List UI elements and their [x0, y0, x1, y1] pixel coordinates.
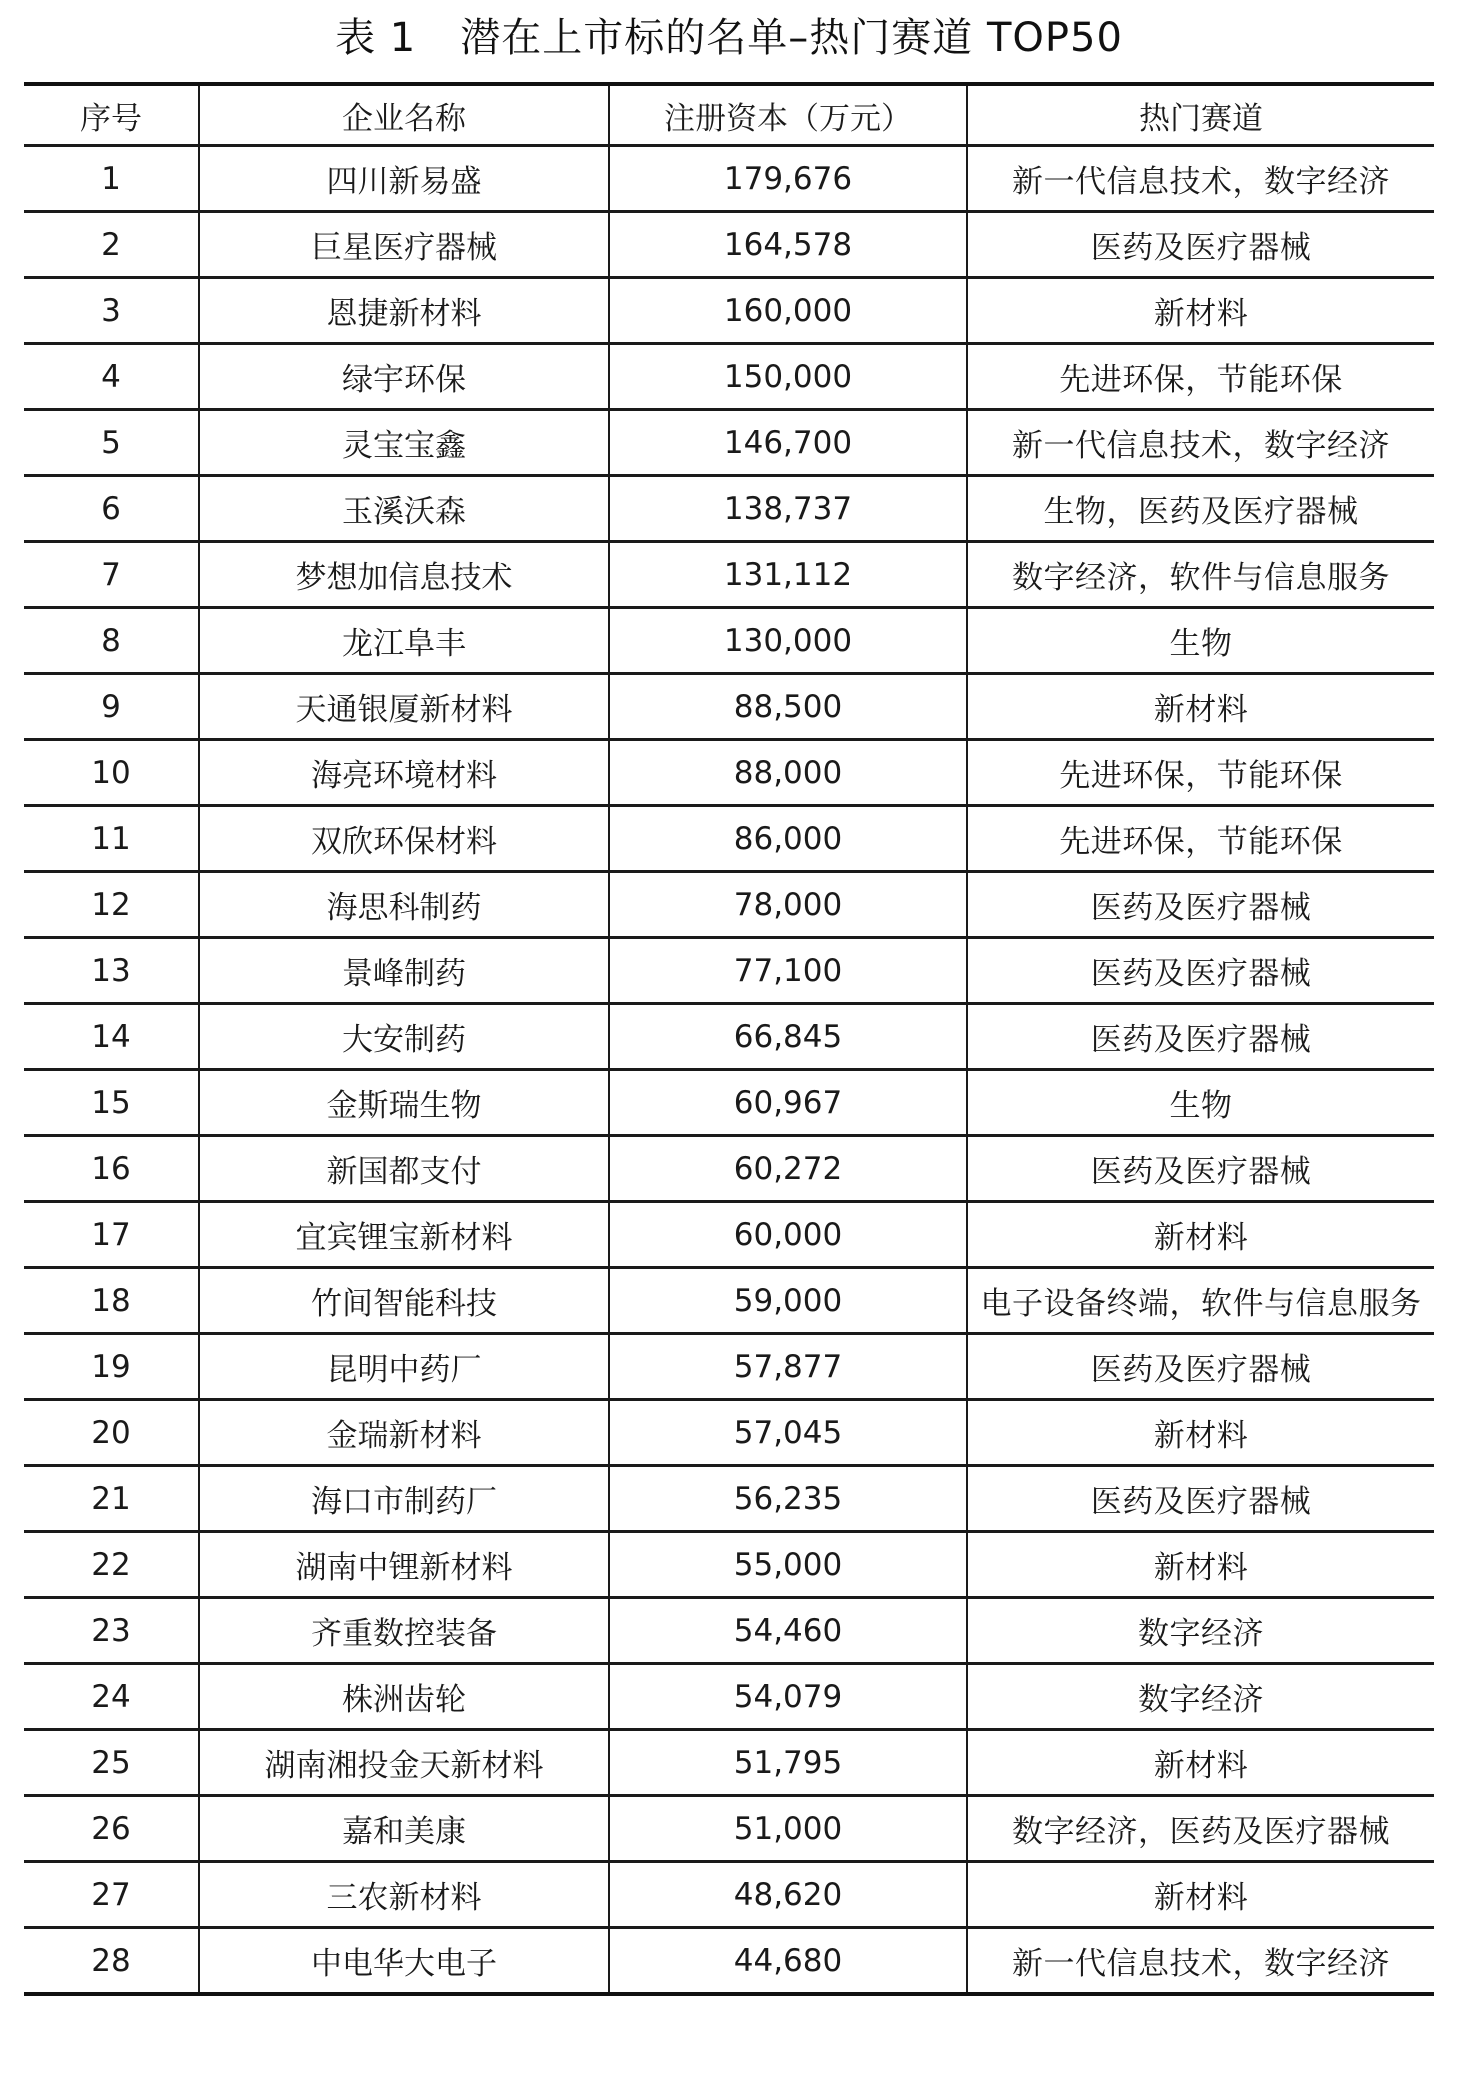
cell-index: 22	[24, 1532, 199, 1598]
cell-registered-capital: 88,500	[609, 674, 967, 740]
table-title	[0, 6, 1458, 70]
cell-company-name: 四川新易盛	[199, 146, 609, 212]
cell-company-name: 湖南湘投金天新材料	[199, 1730, 609, 1796]
cell-hot-track: 医药及医疗器械	[967, 1004, 1434, 1070]
cell-company-name: 嘉和美康	[199, 1796, 609, 1862]
table-row	[24, 542, 1434, 608]
table-row	[24, 740, 1434, 806]
cell-registered-capital: 60,000	[609, 1202, 967, 1268]
cell-hot-track: 医药及医疗器械	[967, 938, 1434, 1004]
table-row	[24, 674, 1434, 740]
table-row	[24, 1334, 1434, 1400]
cell-hot-track: 数字经济，软件与信息服务	[967, 542, 1434, 608]
cell-company-name: 海口市制药厂	[199, 1466, 609, 1532]
cell-registered-capital: 51,000	[609, 1796, 967, 1862]
cell-hot-track: 医药及医疗器械	[967, 1334, 1434, 1400]
cell-hot-track: 先进环保，节能环保	[967, 740, 1434, 806]
header-registered-capital: 注册资本（万元）	[609, 84, 967, 146]
cell-index: 23	[24, 1598, 199, 1664]
cell-registered-capital: 160,000	[609, 278, 967, 344]
cell-registered-capital: 150,000	[609, 344, 967, 410]
cell-index: 26	[24, 1796, 199, 1862]
cell-index: 6	[24, 476, 199, 542]
cell-index: 19	[24, 1334, 199, 1400]
cell-index: 24	[24, 1664, 199, 1730]
cell-company-name: 三农新材料	[199, 1862, 609, 1928]
cell-index: 20	[24, 1400, 199, 1466]
cell-company-name: 大安制药	[199, 1004, 609, 1070]
cell-registered-capital: 138,737	[609, 476, 967, 542]
cell-company-name: 齐重数控装备	[199, 1598, 609, 1664]
cell-company-name: 金瑞新材料	[199, 1400, 609, 1466]
cell-company-name: 绿宇环保	[199, 344, 609, 410]
table-row	[24, 1136, 1434, 1202]
cell-company-name: 中电华大电子	[199, 1928, 609, 1995]
cell-index: 21	[24, 1466, 199, 1532]
table-row	[24, 476, 1434, 542]
cell-registered-capital: 130,000	[609, 608, 967, 674]
table-body	[24, 146, 1434, 1995]
cell-registered-capital: 44,680	[609, 1928, 967, 1995]
cell-index: 1	[24, 146, 199, 212]
cell-company-name: 灵宝宝鑫	[199, 410, 609, 476]
header-company-name: 企业名称	[199, 84, 609, 146]
table-row	[24, 410, 1434, 476]
cell-company-name: 海亮环境材料	[199, 740, 609, 806]
cell-index: 3	[24, 278, 199, 344]
cell-company-name: 湖南中锂新材料	[199, 1532, 609, 1598]
cell-index: 7	[24, 542, 199, 608]
cell-hot-track: 新材料	[967, 1400, 1434, 1466]
cell-registered-capital: 131,112	[609, 542, 967, 608]
table-row	[24, 1466, 1434, 1532]
cell-company-name: 竹间智能科技	[199, 1268, 609, 1334]
cell-index: 8	[24, 608, 199, 674]
table-row	[24, 344, 1434, 410]
cell-company-name: 景峰制药	[199, 938, 609, 1004]
cell-company-name: 天通银厦新材料	[199, 674, 609, 740]
table-row	[24, 1796, 1434, 1862]
cell-registered-capital: 77,100	[609, 938, 967, 1004]
cell-index: 14	[24, 1004, 199, 1070]
cell-registered-capital: 164,578	[609, 212, 967, 278]
cell-company-name: 新国都支付	[199, 1136, 609, 1202]
table-row	[24, 1598, 1434, 1664]
table-row	[24, 1928, 1434, 1995]
header-index: 序号	[24, 84, 199, 146]
cell-index: 13	[24, 938, 199, 1004]
table-row	[24, 1004, 1434, 1070]
cell-company-name: 双欣环保材料	[199, 806, 609, 872]
cell-registered-capital: 66,845	[609, 1004, 967, 1070]
table-row	[24, 1070, 1434, 1136]
cell-hot-track: 新材料	[967, 1862, 1434, 1928]
cell-registered-capital: 179,676	[609, 146, 967, 212]
cell-company-name: 恩捷新材料	[199, 278, 609, 344]
cell-hot-track: 先进环保，节能环保	[967, 806, 1434, 872]
table-row	[24, 872, 1434, 938]
cell-hot-track: 新材料	[967, 1532, 1434, 1598]
cell-index: 25	[24, 1730, 199, 1796]
cell-registered-capital: 86,000	[609, 806, 967, 872]
table-row	[24, 608, 1434, 674]
company-table	[24, 82, 1434, 1996]
table-row	[24, 1862, 1434, 1928]
cell-index: 15	[24, 1070, 199, 1136]
cell-index: 2	[24, 212, 199, 278]
table-row	[24, 146, 1434, 212]
table-row	[24, 1532, 1434, 1598]
table-caption: 潜在上市标的名单–热门赛道 TOP50	[460, 15, 1123, 61]
table-row	[24, 938, 1434, 1004]
cell-hot-track: 医药及医疗器械	[967, 212, 1434, 278]
cell-registered-capital: 78,000	[609, 872, 967, 938]
cell-registered-capital: 48,620	[609, 1862, 967, 1928]
cell-company-name: 株洲齿轮	[199, 1664, 609, 1730]
cell-index: 9	[24, 674, 199, 740]
cell-index: 11	[24, 806, 199, 872]
cell-registered-capital: 54,079	[609, 1664, 967, 1730]
cell-hot-track: 医药及医疗器械	[967, 1136, 1434, 1202]
cell-hot-track: 新一代信息技术，数字经济	[967, 146, 1434, 212]
cell-hot-track: 生物，医药及医疗器械	[967, 476, 1434, 542]
cell-hot-track: 新一代信息技术，数字经济	[967, 410, 1434, 476]
cell-registered-capital: 60,967	[609, 1070, 967, 1136]
cell-company-name: 宜宾锂宝新材料	[199, 1202, 609, 1268]
cell-hot-track: 医药及医疗器械	[967, 872, 1434, 938]
cell-registered-capital: 88,000	[609, 740, 967, 806]
cell-hot-track: 生物	[967, 1070, 1434, 1136]
cell-company-name: 海思科制药	[199, 872, 609, 938]
cell-index: 17	[24, 1202, 199, 1268]
cell-hot-track: 数字经济，医药及医疗器械	[967, 1796, 1434, 1862]
cell-registered-capital: 60,272	[609, 1136, 967, 1202]
cell-registered-capital: 57,045	[609, 1400, 967, 1466]
table-row	[24, 1268, 1434, 1334]
cell-hot-track: 电子设备终端，软件与信息服务	[967, 1268, 1434, 1334]
cell-hot-track: 新一代信息技术，数字经济	[967, 1928, 1434, 1995]
cell-hot-track: 数字经济	[967, 1598, 1434, 1664]
cell-company-name: 金斯瑞生物	[199, 1070, 609, 1136]
cell-hot-track: 新材料	[967, 674, 1434, 740]
table-row	[24, 1400, 1434, 1466]
cell-index: 4	[24, 344, 199, 410]
cell-registered-capital: 51,795	[609, 1730, 967, 1796]
cell-registered-capital: 146,700	[609, 410, 967, 476]
cell-company-name: 玉溪沃森	[199, 476, 609, 542]
cell-registered-capital: 59,000	[609, 1268, 967, 1334]
cell-index: 5	[24, 410, 199, 476]
cell-index: 10	[24, 740, 199, 806]
header-hot-track: 热门赛道	[967, 84, 1434, 146]
cell-hot-track: 新材料	[967, 1730, 1434, 1796]
cell-index: 18	[24, 1268, 199, 1334]
table-row	[24, 278, 1434, 344]
header-row	[24, 84, 1434, 146]
cell-company-name: 龙江阜丰	[199, 608, 609, 674]
cell-company-name: 巨星医疗器械	[199, 212, 609, 278]
cell-registered-capital: 56,235	[609, 1466, 967, 1532]
cell-registered-capital: 54,460	[609, 1598, 967, 1664]
cell-hot-track: 医药及医疗器械	[967, 1466, 1434, 1532]
cell-registered-capital: 57,877	[609, 1334, 967, 1400]
cell-registered-capital: 55,000	[609, 1532, 967, 1598]
cell-index: 16	[24, 1136, 199, 1202]
cell-hot-track: 生物	[967, 608, 1434, 674]
table-row	[24, 1730, 1434, 1796]
table-number: 表 1	[335, 15, 417, 61]
cell-index: 27	[24, 1862, 199, 1928]
table-row	[24, 1664, 1434, 1730]
cell-index: 12	[24, 872, 199, 938]
table-row	[24, 212, 1434, 278]
cell-hot-track: 新材料	[967, 278, 1434, 344]
cell-hot-track: 先进环保，节能环保	[967, 344, 1434, 410]
cell-index: 28	[24, 1928, 199, 1995]
table-row	[24, 1202, 1434, 1268]
table-row	[24, 806, 1434, 872]
cell-company-name: 昆明中药厂	[199, 1334, 609, 1400]
cell-hot-track: 新材料	[967, 1202, 1434, 1268]
cell-company-name: 梦想加信息技术	[199, 542, 609, 608]
cell-hot-track: 数字经济	[967, 1664, 1434, 1730]
